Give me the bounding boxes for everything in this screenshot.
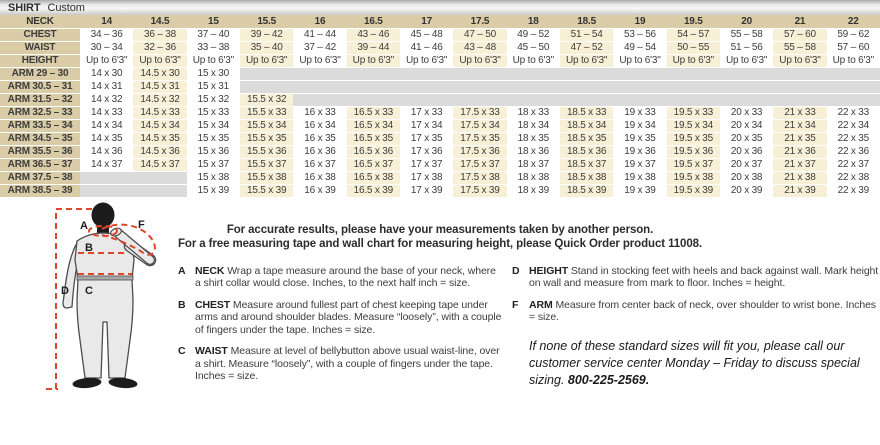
figure-label-D: D bbox=[61, 284, 69, 297]
size-cell bbox=[560, 80, 613, 93]
size-cell: 15 x 35 bbox=[187, 132, 240, 145]
size-cell: 18 x 36 bbox=[507, 145, 560, 158]
size-cell: 18 x 39 bbox=[507, 184, 560, 197]
size-cell: 14.5 x 30 bbox=[133, 67, 186, 80]
size-cell: Up to 6'3" bbox=[720, 54, 773, 67]
col-header: 17.5 bbox=[453, 15, 506, 28]
row-label: ARM 33.5 – 34 bbox=[0, 119, 80, 132]
row-label: ARM 36.5 – 37 bbox=[0, 158, 80, 171]
size-cell: 37 – 42 bbox=[293, 41, 346, 54]
size-cell: Up to 6'3" bbox=[293, 54, 346, 67]
size-cell: 15.5 x 38 bbox=[240, 171, 293, 184]
size-cell: 17.5 x 33 bbox=[453, 106, 506, 119]
table-row bbox=[0, 171, 880, 184]
size-cell: 21 x 39 bbox=[773, 184, 826, 197]
size-cell: 22 x 36 bbox=[827, 145, 880, 158]
instruction-text: ARM Measure from center back of neck, over shoulder to wrist bone. Inches = size. bbox=[529, 298, 876, 323]
size-cell bbox=[773, 80, 826, 93]
table-row bbox=[0, 106, 880, 119]
size-cell: Up to 6'3" bbox=[453, 54, 506, 67]
size-cell: 19.5 x 34 bbox=[667, 119, 720, 132]
table-row bbox=[0, 184, 880, 197]
size-cell: 47 – 52 bbox=[560, 41, 613, 54]
size-cell: 16.5 x 37 bbox=[347, 158, 400, 171]
size-table-body bbox=[0, 15, 880, 197]
instruction-item bbox=[178, 299, 504, 337]
size-cell: 37 – 40 bbox=[187, 28, 240, 41]
size-table bbox=[0, 15, 880, 198]
row-label: HEIGHT bbox=[0, 54, 80, 67]
measuring-instructions-section bbox=[0, 198, 880, 432]
size-cell: 20 x 38 bbox=[720, 171, 773, 184]
row-label: ARM 30.5 – 31 bbox=[0, 80, 80, 93]
col-header: 14.5 bbox=[133, 15, 186, 28]
size-cell: 16 x 35 bbox=[293, 132, 346, 145]
instruction-columns bbox=[178, 265, 880, 392]
row-label: CHEST bbox=[0, 28, 80, 41]
instruction-item bbox=[178, 345, 504, 383]
size-cell: 22 x 33 bbox=[827, 106, 880, 119]
size-cell: 19 x 39 bbox=[613, 184, 666, 197]
table-row bbox=[0, 54, 880, 67]
size-cell: 15.5 x 39 bbox=[240, 184, 293, 197]
row-label: ARM 37.5 – 38 bbox=[0, 171, 80, 184]
col-header: 17 bbox=[400, 15, 453, 28]
measurement-figure bbox=[44, 202, 174, 404]
size-cell bbox=[133, 171, 186, 184]
instruction-text: HEIGHT Stand in stocking feet with heels and back against wall. Mark height on wall and measure from mark to floor. Inches = height. bbox=[529, 264, 879, 289]
figure-waistband bbox=[77, 276, 133, 280]
size-cell: 20 x 34 bbox=[720, 119, 773, 132]
size-cell: 20 x 35 bbox=[720, 132, 773, 145]
row-label: WAIST bbox=[0, 41, 80, 54]
size-cell: 20 x 39 bbox=[720, 184, 773, 197]
size-cell: 21 x 33 bbox=[773, 106, 826, 119]
size-cell: 16 x 37 bbox=[293, 158, 346, 171]
size-cell: 16.5 x 39 bbox=[347, 184, 400, 197]
size-cell: 22 x 35 bbox=[827, 132, 880, 145]
size-cell: 47 – 50 bbox=[453, 28, 506, 41]
size-cell: 50 – 55 bbox=[667, 41, 720, 54]
instruction-term: HEIGHT bbox=[529, 264, 569, 277]
size-cell: 41 – 46 bbox=[400, 41, 453, 54]
size-cell bbox=[667, 67, 720, 80]
size-cell: 21 x 36 bbox=[773, 145, 826, 158]
size-cell: 14.5 x 35 bbox=[133, 132, 186, 145]
size-cell: 45 – 48 bbox=[400, 28, 453, 41]
size-cell: 18.5 x 33 bbox=[560, 106, 613, 119]
instruction-text: CHEST Measure around fullest part of chest keeping tape under arms and around shoulder blades. Measure “loosely”, with a couple of fingers under the tape. Inches = size. bbox=[195, 298, 502, 336]
size-cell: 18 x 38 bbox=[507, 171, 560, 184]
size-cell bbox=[80, 171, 133, 184]
size-cell: 18 x 33 bbox=[507, 106, 560, 119]
size-cell: Up to 6'3" bbox=[133, 54, 186, 67]
size-cell bbox=[293, 80, 346, 93]
size-cell bbox=[453, 93, 506, 106]
size-cell: 17 x 37 bbox=[400, 158, 453, 171]
size-cell bbox=[240, 67, 293, 80]
size-cell bbox=[453, 80, 506, 93]
size-cell: 21 x 35 bbox=[773, 132, 826, 145]
chart-title-variant: Custom bbox=[47, 1, 85, 14]
size-cell: 17.5 x 35 bbox=[453, 132, 506, 145]
size-cell: 17 x 36 bbox=[400, 145, 453, 158]
size-cell bbox=[347, 80, 400, 93]
size-cell bbox=[720, 67, 773, 80]
size-cell bbox=[507, 80, 560, 93]
instruction-text: NECK Wrap a tape measure around the base of your neck, where a shirt collar would close. Inches, to the next half inch = size. bbox=[195, 264, 496, 289]
body-measurement-diagram bbox=[44, 202, 174, 404]
size-cell: 17.5 x 37 bbox=[453, 158, 506, 171]
size-cell: 16 x 38 bbox=[293, 171, 346, 184]
row-label: ARM 38.5 – 39 bbox=[0, 184, 80, 197]
measuring-intro-line2: For a free measuring tape and wall chart for measuring height, please Quick Order product 11008. bbox=[177, 237, 703, 250]
size-cell: 45 – 50 bbox=[507, 41, 560, 54]
size-cell: 33 – 38 bbox=[187, 41, 240, 54]
size-cell: 14.5 x 37 bbox=[133, 158, 186, 171]
size-cell: Up to 6'3" bbox=[80, 54, 133, 67]
size-cell: 54 – 57 bbox=[667, 28, 720, 41]
row-label: ARM 29 – 30 bbox=[0, 67, 80, 80]
row-label: ARM 32.5 – 33 bbox=[0, 106, 80, 119]
size-cell: 22 x 37 bbox=[827, 158, 880, 171]
size-cell: Up to 6'3" bbox=[507, 54, 560, 67]
size-cell: 14.5 x 33 bbox=[133, 106, 186, 119]
table-row bbox=[0, 145, 880, 158]
col-header: 16.5 bbox=[347, 15, 400, 28]
chart-title-bar bbox=[0, 0, 880, 15]
col-header: 18.5 bbox=[560, 15, 613, 28]
size-cell bbox=[80, 184, 133, 197]
size-cell bbox=[773, 67, 826, 80]
col-header: 16 bbox=[293, 15, 346, 28]
size-cell: 22 x 34 bbox=[827, 119, 880, 132]
size-cell: 17.5 x 39 bbox=[453, 184, 506, 197]
size-cell: Up to 6'3" bbox=[613, 54, 666, 67]
size-cell bbox=[827, 67, 880, 80]
size-cell: 19 x 36 bbox=[613, 145, 666, 158]
col-header: 15 bbox=[187, 15, 240, 28]
size-cell: 15.5 x 36 bbox=[240, 145, 293, 158]
col-header: 14 bbox=[80, 15, 133, 28]
table-row bbox=[0, 158, 880, 171]
size-cell bbox=[400, 67, 453, 80]
instruction-item bbox=[512, 265, 880, 290]
size-cell: 51 – 56 bbox=[720, 41, 773, 54]
figure-label-C: C bbox=[85, 284, 93, 297]
size-cell: 16 x 34 bbox=[293, 119, 346, 132]
size-cell bbox=[613, 67, 666, 80]
size-cell: Up to 6'3" bbox=[827, 54, 880, 67]
size-cell bbox=[773, 93, 826, 106]
size-cell: 15 x 37 bbox=[187, 158, 240, 171]
size-cell: 30 – 34 bbox=[80, 41, 133, 54]
instruction-letter: F bbox=[512, 298, 519, 311]
instruction-term: ARM bbox=[529, 298, 553, 311]
size-cell bbox=[347, 93, 400, 106]
size-cell: 16 x 36 bbox=[293, 145, 346, 158]
table-row bbox=[0, 28, 880, 41]
instruction-term: CHEST bbox=[195, 298, 231, 311]
table-row bbox=[0, 93, 880, 106]
size-cell: 15.5 x 37 bbox=[240, 158, 293, 171]
size-cell: 14.5 x 31 bbox=[133, 80, 186, 93]
table-row bbox=[0, 80, 880, 93]
size-cell: 17.5 x 34 bbox=[453, 119, 506, 132]
size-cell: Up to 6'3" bbox=[347, 54, 400, 67]
size-cell: 15 x 38 bbox=[187, 171, 240, 184]
size-cell: Up to 6'3" bbox=[400, 54, 453, 67]
size-cell: 20 x 33 bbox=[720, 106, 773, 119]
size-cell: 14 x 32 bbox=[80, 93, 133, 106]
size-cell: 16.5 x 35 bbox=[347, 132, 400, 145]
size-cell: 19 x 35 bbox=[613, 132, 666, 145]
size-cell bbox=[133, 184, 186, 197]
size-cell: 16 x 33 bbox=[293, 106, 346, 119]
size-cell: 51 – 54 bbox=[560, 28, 613, 41]
size-cell: 15.5 x 33 bbox=[240, 106, 293, 119]
table-header-row bbox=[0, 15, 880, 28]
size-cell: 17 x 38 bbox=[400, 171, 453, 184]
table-row bbox=[0, 41, 880, 54]
size-cell: 17.5 x 38 bbox=[453, 171, 506, 184]
instruction-term: NECK bbox=[195, 264, 225, 277]
size-cell: 15.5 x 34 bbox=[240, 119, 293, 132]
col-header: 18 bbox=[507, 15, 560, 28]
size-cell: 14 x 36 bbox=[80, 145, 133, 158]
size-cell: 14 x 30 bbox=[80, 67, 133, 80]
instruction-letter: C bbox=[178, 345, 186, 357]
size-cell: 18.5 x 37 bbox=[560, 158, 613, 171]
instruction-term: WAIST bbox=[195, 345, 228, 357]
size-cell: Up to 6'3" bbox=[560, 54, 613, 67]
size-cell: 20 x 37 bbox=[720, 158, 773, 171]
special-sizing-note: If none of these standard sizes will fit you, please call our customer service center Monday – Friday to discuss special sizing. 800-225-2569. bbox=[529, 338, 860, 387]
instruction-letter: A bbox=[178, 264, 186, 277]
size-cell: 20 x 36 bbox=[720, 145, 773, 158]
size-cell: 18.5 x 36 bbox=[560, 145, 613, 158]
size-cell bbox=[720, 93, 773, 106]
size-cell: 19 x 38 bbox=[613, 171, 666, 184]
instruction-column-right bbox=[512, 265, 880, 392]
row-label-neck: NECK bbox=[0, 15, 80, 28]
size-cell bbox=[507, 67, 560, 80]
size-cell bbox=[507, 93, 560, 106]
size-cell: 39 – 44 bbox=[347, 41, 400, 54]
size-cell: 14.5 x 32 bbox=[133, 93, 186, 106]
size-cell: 39 – 42 bbox=[240, 28, 293, 41]
size-cell: 17 x 39 bbox=[400, 184, 453, 197]
size-cell: 14 x 31 bbox=[80, 80, 133, 93]
instruction-letter: D bbox=[512, 264, 520, 277]
size-cell: 14 x 37 bbox=[80, 158, 133, 171]
size-cell: 17 x 33 bbox=[400, 106, 453, 119]
size-cell: Up to 6'3" bbox=[667, 54, 720, 67]
size-cell: 43 – 48 bbox=[453, 41, 506, 54]
size-cell: 21 x 34 bbox=[773, 119, 826, 132]
size-cell: 19.5 x 38 bbox=[667, 171, 720, 184]
size-cell: 55 – 58 bbox=[773, 41, 826, 54]
size-cell: 15 x 39 bbox=[187, 184, 240, 197]
size-cell bbox=[827, 93, 880, 106]
size-cell: 18.5 x 35 bbox=[560, 132, 613, 145]
table-row bbox=[0, 132, 880, 145]
size-cell bbox=[613, 93, 666, 106]
size-cell: 35 – 40 bbox=[240, 41, 293, 54]
size-cell bbox=[240, 80, 293, 93]
size-cell: 14 x 33 bbox=[80, 106, 133, 119]
size-cell: 14.5 x 34 bbox=[133, 119, 186, 132]
size-cell bbox=[720, 80, 773, 93]
size-cell bbox=[827, 80, 880, 93]
size-cell bbox=[560, 93, 613, 106]
size-cell: Up to 6'3" bbox=[187, 54, 240, 67]
size-cell: 36 – 38 bbox=[133, 28, 186, 41]
size-cell: 14 x 34 bbox=[80, 119, 133, 132]
size-cell: 32 – 36 bbox=[133, 41, 186, 54]
size-cell bbox=[453, 67, 506, 80]
size-cell: 22 x 38 bbox=[827, 171, 880, 184]
size-cell: 59 – 62 bbox=[827, 28, 880, 41]
size-cell: 16.5 x 34 bbox=[347, 119, 400, 132]
instruction-item bbox=[178, 265, 504, 290]
size-cell: 16 x 39 bbox=[293, 184, 346, 197]
size-cell: 19.5 x 39 bbox=[667, 184, 720, 197]
col-header: 19 bbox=[613, 15, 666, 28]
instruction-column-left bbox=[178, 265, 504, 392]
size-cell: 15 x 36 bbox=[187, 145, 240, 158]
table-row bbox=[0, 119, 880, 132]
size-cell bbox=[667, 80, 720, 93]
size-cell: 19.5 x 35 bbox=[667, 132, 720, 145]
size-cell bbox=[667, 93, 720, 106]
size-cell: 41 – 44 bbox=[293, 28, 346, 41]
size-cell: 53 – 56 bbox=[613, 28, 666, 41]
size-cell: 19 x 34 bbox=[613, 119, 666, 132]
figure-label-A: A bbox=[80, 219, 88, 232]
size-cell: 14 x 35 bbox=[80, 132, 133, 145]
size-cell bbox=[613, 80, 666, 93]
size-cell: Up to 6'3" bbox=[773, 54, 826, 67]
size-cell: Up to 6'3" bbox=[240, 54, 293, 67]
size-cell: 21 x 38 bbox=[773, 171, 826, 184]
size-cell: 19 x 33 bbox=[613, 106, 666, 119]
size-cell: 15 x 31 bbox=[187, 80, 240, 93]
size-cell: 18 x 35 bbox=[507, 132, 560, 145]
size-cell: 15.5 x 35 bbox=[240, 132, 293, 145]
col-header: 20 bbox=[720, 15, 773, 28]
instruction-letter: B bbox=[178, 298, 186, 311]
customer-service-phone: 800-225-2569. bbox=[567, 372, 650, 387]
size-cell: 16.5 x 38 bbox=[347, 171, 400, 184]
size-cell bbox=[293, 67, 346, 80]
row-label: ARM 35.5 – 36 bbox=[0, 145, 80, 158]
size-cell: 19.5 x 36 bbox=[667, 145, 720, 158]
size-cell: 49 – 54 bbox=[613, 41, 666, 54]
size-cell: 16.5 x 36 bbox=[347, 145, 400, 158]
row-label: ARM 34.5 – 35 bbox=[0, 132, 80, 145]
figure-label-B: B bbox=[85, 241, 93, 254]
size-cell: 18.5 x 38 bbox=[560, 171, 613, 184]
size-cell bbox=[293, 93, 346, 106]
size-cell: 43 – 46 bbox=[347, 28, 400, 41]
size-cell: 17 x 35 bbox=[400, 132, 453, 145]
size-cell: 18.5 x 39 bbox=[560, 184, 613, 197]
size-cell: 49 – 52 bbox=[507, 28, 560, 41]
table-row bbox=[0, 67, 880, 80]
size-cell: 18 x 37 bbox=[507, 158, 560, 171]
size-cell: 15 x 33 bbox=[187, 106, 240, 119]
instruction-text: WAIST Measure at level of bellybutton above usual waist-line, over a shirt. Measure “loosely”, with a couple of fingers under the tape. Inches = size. bbox=[195, 345, 500, 382]
size-cell: 18.5 x 34 bbox=[560, 119, 613, 132]
size-cell: 57 – 60 bbox=[773, 28, 826, 41]
size-cell bbox=[347, 67, 400, 80]
col-header: 21 bbox=[773, 15, 826, 28]
size-cell: 14.5 x 36 bbox=[133, 145, 186, 158]
col-header: 22 bbox=[827, 15, 880, 28]
size-cell: 15 x 32 bbox=[187, 93, 240, 106]
size-cell: 17 x 34 bbox=[400, 119, 453, 132]
size-cell: 57 – 60 bbox=[827, 41, 880, 54]
size-cell: 19.5 x 37 bbox=[667, 158, 720, 171]
size-cell: 19 x 37 bbox=[613, 158, 666, 171]
figure-body bbox=[63, 202, 150, 389]
size-cell bbox=[560, 67, 613, 80]
size-cell: 15.5 x 32 bbox=[240, 93, 293, 106]
size-cell: 19.5 x 33 bbox=[667, 106, 720, 119]
size-cell: 34 – 36 bbox=[80, 28, 133, 41]
size-cell bbox=[400, 93, 453, 106]
size-cell: 18 x 34 bbox=[507, 119, 560, 132]
chart-title-brand: SHIRT bbox=[8, 1, 41, 14]
col-header: 19.5 bbox=[667, 15, 720, 28]
size-cell bbox=[400, 80, 453, 93]
col-header: 15.5 bbox=[240, 15, 293, 28]
measuring-intro-line1: For accurate results, please have your measurements taken by another person. bbox=[226, 223, 654, 236]
size-cell: 15 x 30 bbox=[187, 67, 240, 80]
size-cell: 22 x 39 bbox=[827, 184, 880, 197]
size-cell: 55 – 58 bbox=[720, 28, 773, 41]
row-label: ARM 31.5 – 32 bbox=[0, 93, 80, 106]
size-cell: 16.5 x 33 bbox=[347, 106, 400, 119]
size-cell: 17.5 x 36 bbox=[453, 145, 506, 158]
instruction-item bbox=[512, 299, 880, 324]
size-cell: 15 x 34 bbox=[187, 119, 240, 132]
figure-label-F: F bbox=[138, 218, 145, 231]
size-cell: 21 x 37 bbox=[773, 158, 826, 171]
